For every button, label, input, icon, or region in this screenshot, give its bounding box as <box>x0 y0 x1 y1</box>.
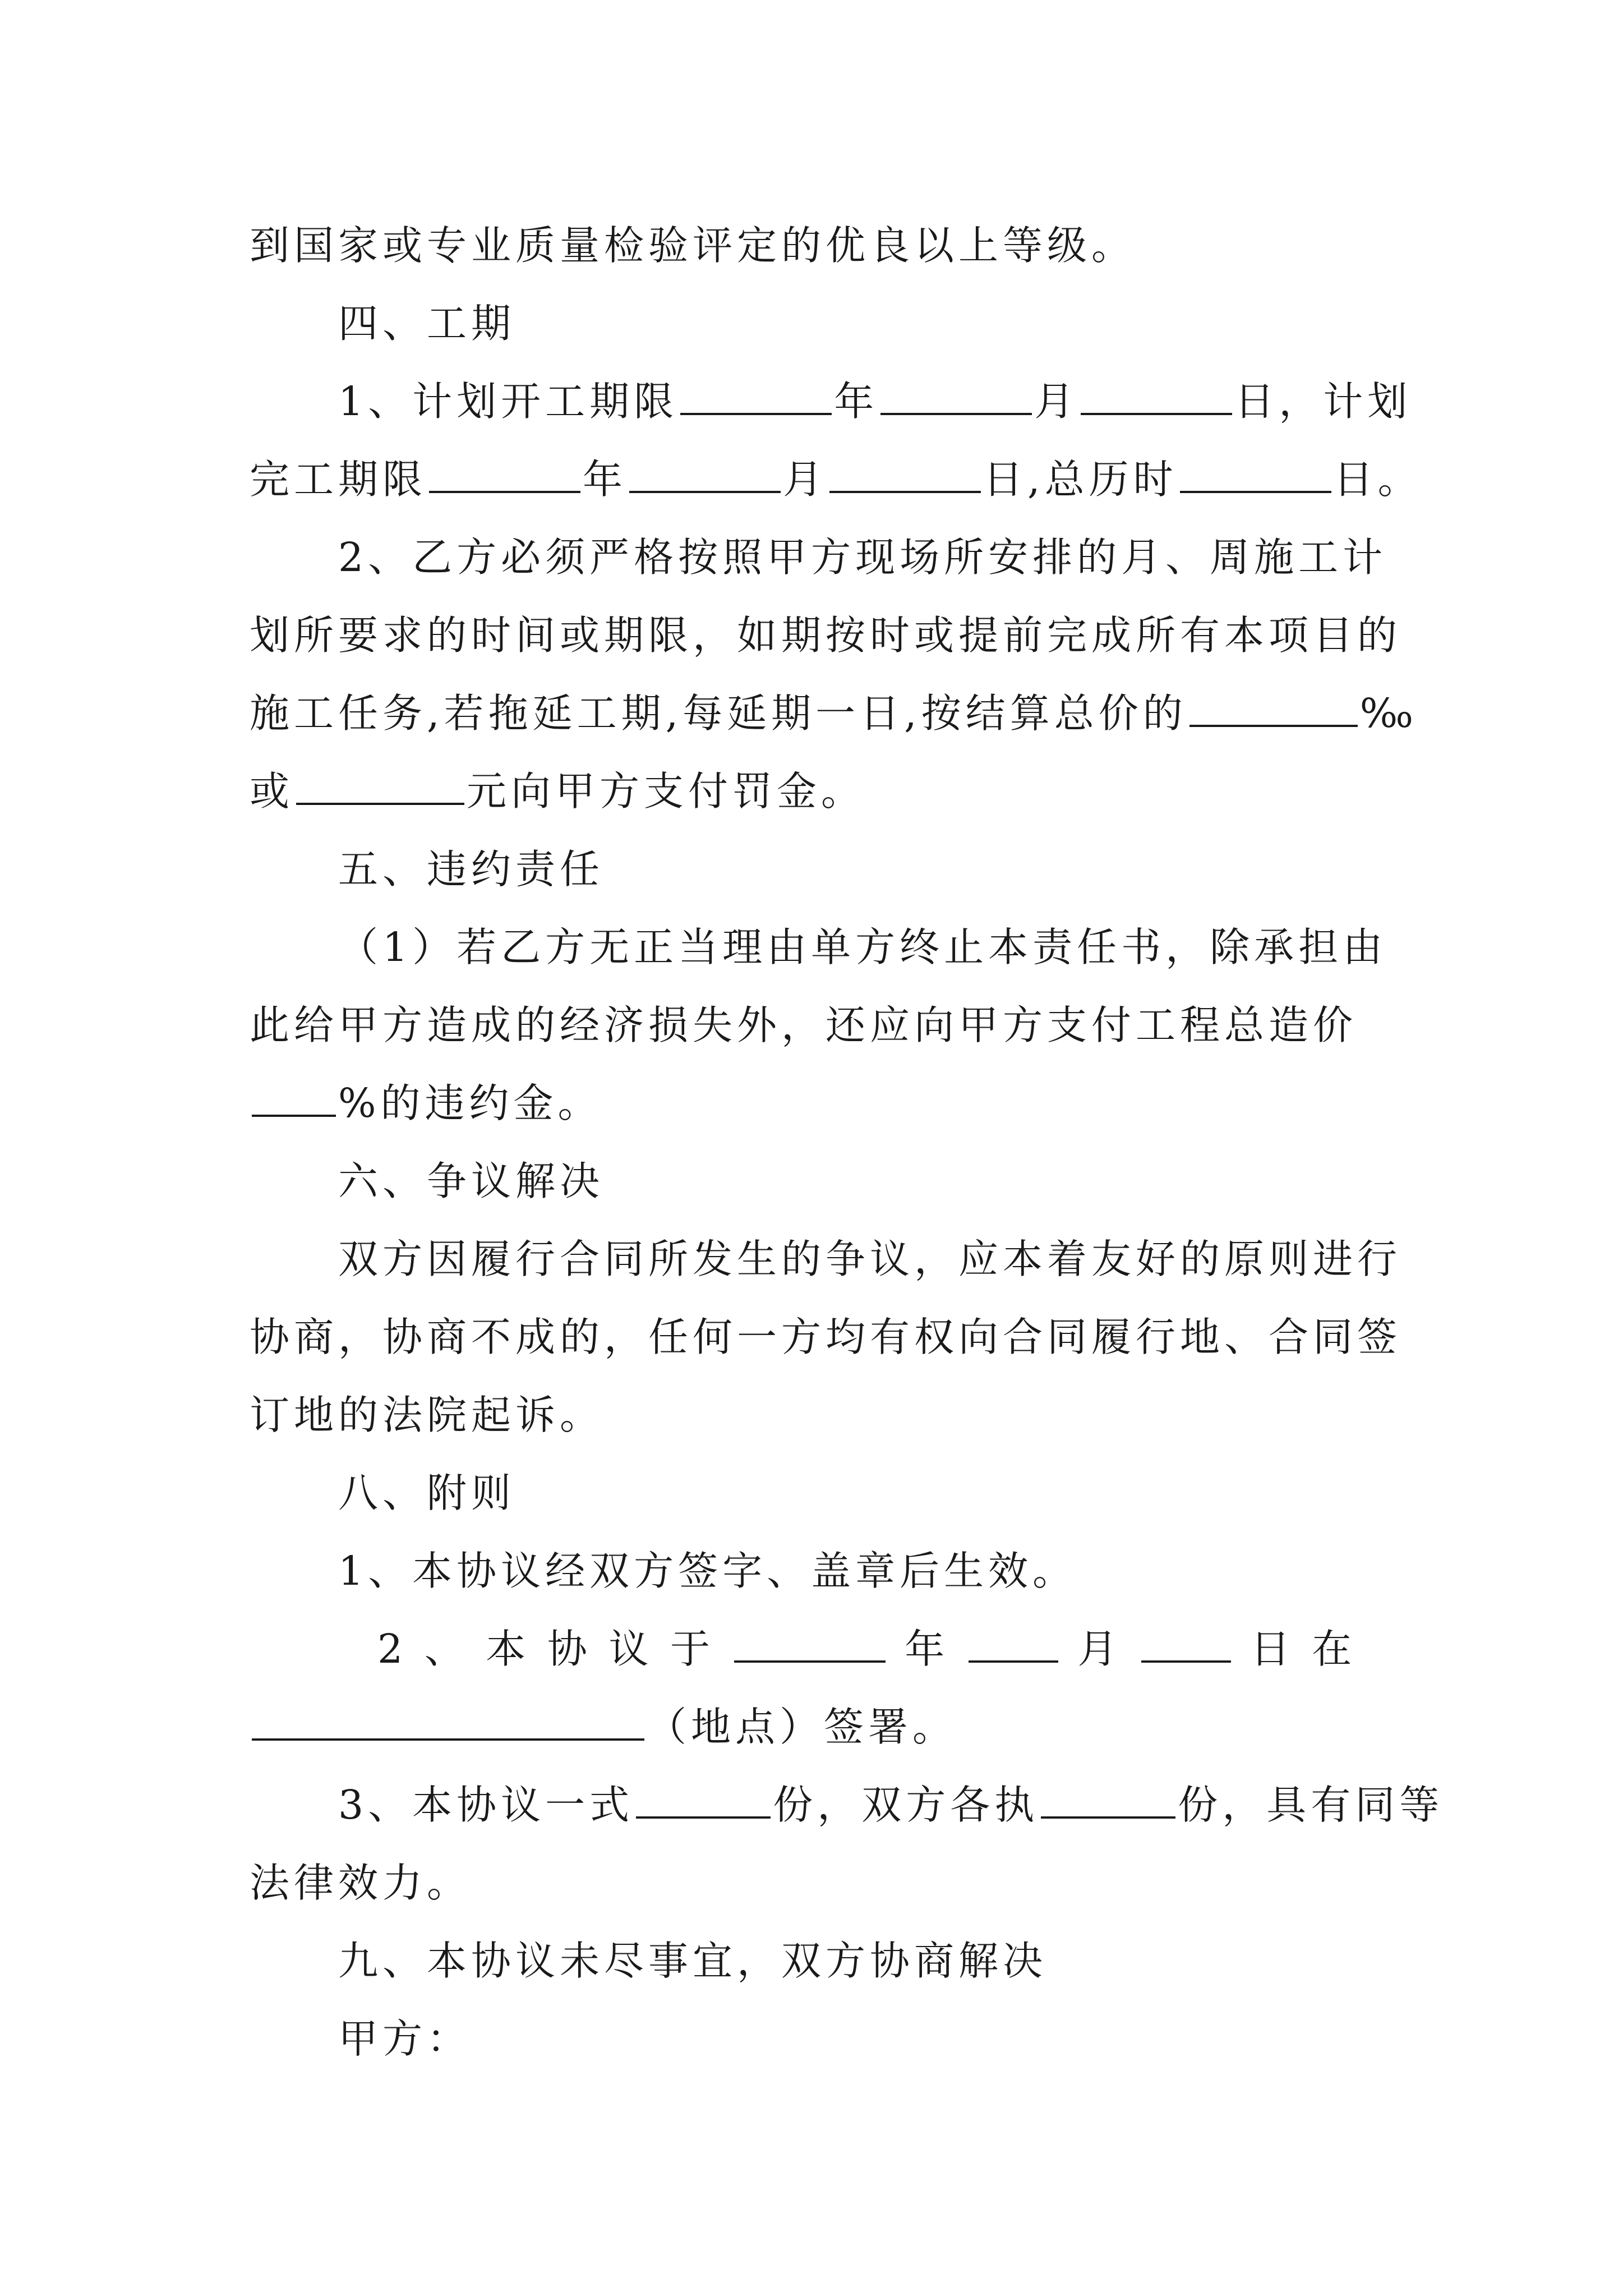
paragraph-line: 订地的法院起诉。 <box>250 1392 605 1438</box>
text-span: ‰ <box>1359 690 1418 737</box>
blank-line <box>252 1080 336 1117</box>
paragraph-line <box>250 1064 1388 1142</box>
text-span: 日。 <box>1333 456 1422 503</box>
paragraph-line <box>250 362 1412 440</box>
text-span: 元向甲方支付罚金。 <box>467 768 866 815</box>
text-span: 施工任务,若拖延工期,每延期一日,按结算总价的 <box>250 690 1187 737</box>
text-span: （地点）签署。 <box>647 1704 957 1750</box>
paragraph-line <box>250 1610 1388 1688</box>
text-span: 份，具有同等 <box>1178 1782 1444 1828</box>
text-span: %的违约金。 <box>338 1080 602 1126</box>
text-span: 年 <box>905 1626 949 1672</box>
text-span: 份，双方各执 <box>773 1782 1039 1828</box>
text-span: 或 <box>250 768 294 815</box>
paragraph-line: 九、本协议未尽事宜，双方协商解决 <box>338 1938 1048 1984</box>
text-span: 完工期限 <box>250 456 427 503</box>
text-span: 月 <box>783 456 828 503</box>
paragraph-line: 法律效力。 <box>250 1860 472 1906</box>
signature-party-a-label: 甲方： <box>338 2016 472 2062</box>
blank-line <box>969 1626 1058 1663</box>
blank-line <box>629 456 781 493</box>
blank-line <box>252 1704 644 1741</box>
paragraph-line: 划所要求的时间或期限，如期按时或提前完成所有本项目的 <box>250 612 1402 659</box>
blank-line <box>636 1782 771 1819</box>
paragraph-line <box>250 674 1418 752</box>
text-span: 1、计划开工期限 <box>338 378 679 425</box>
paragraph-line <box>250 1766 1444 1844</box>
paragraph-line: 此给甲方造成的经济损失外，还应向甲方支付工程总造价 <box>250 1002 1358 1048</box>
blank-line <box>1180 456 1331 493</box>
blank-line <box>880 378 1032 415</box>
paragraph-line: 协商，协商不成的，任何一方均有权向合同履行地、合同签 <box>250 1314 1402 1360</box>
blank-line <box>429 456 580 493</box>
text-span: 月 <box>1034 378 1079 425</box>
paragraph-line: （1）若乙方无正当理由单方终止本责任书，除承担由 <box>338 924 1387 970</box>
paragraph-line <box>250 440 1422 518</box>
section-heading-supplementary: 八、附则 <box>338 1470 516 1516</box>
text-span: 日,总历时 <box>983 456 1178 503</box>
paragraph-line <box>250 752 1388 830</box>
paragraph-line <box>250 1688 1388 1766</box>
text-span: 2 、 本 协 议 于 <box>377 1626 715 1672</box>
paragraph-line: 2、乙方必须严格按照甲方现场所安排的月、周施工计 <box>338 534 1387 581</box>
blank-line <box>829 456 981 493</box>
text-span: 日，计划 <box>1234 378 1412 425</box>
text-span: 月 <box>1077 1626 1122 1672</box>
blank-line <box>1141 1626 1231 1663</box>
section-heading-breach: 五、违约责任 <box>338 846 605 892</box>
blank-line <box>296 768 464 805</box>
text-span: 年 <box>834 378 879 425</box>
blank-line <box>1081 378 1232 415</box>
paragraph-line: 到国家或专业质量检验评定的优良以上等级。 <box>250 222 1136 269</box>
blank-line <box>734 1626 886 1663</box>
text-span: 年 <box>583 456 628 503</box>
paragraph-line: 1、本协议经双方签字、盖章后生效。 <box>338 1548 1077 1594</box>
document-body <box>250 206 1444 2078</box>
paragraph-line: 双方因履行合同所发生的争议，应本着友好的原则进行 <box>338 1236 1402 1282</box>
section-heading-schedule: 四、工期 <box>338 300 516 347</box>
blank-line <box>1189 690 1358 727</box>
blank-line <box>680 378 832 415</box>
blank-line <box>1041 1782 1175 1819</box>
text-span: 3、本协议一式 <box>338 1782 634 1828</box>
text-span: 日 在 <box>1250 1626 1357 1672</box>
section-heading-dispute: 六、争议解决 <box>338 1158 605 1204</box>
